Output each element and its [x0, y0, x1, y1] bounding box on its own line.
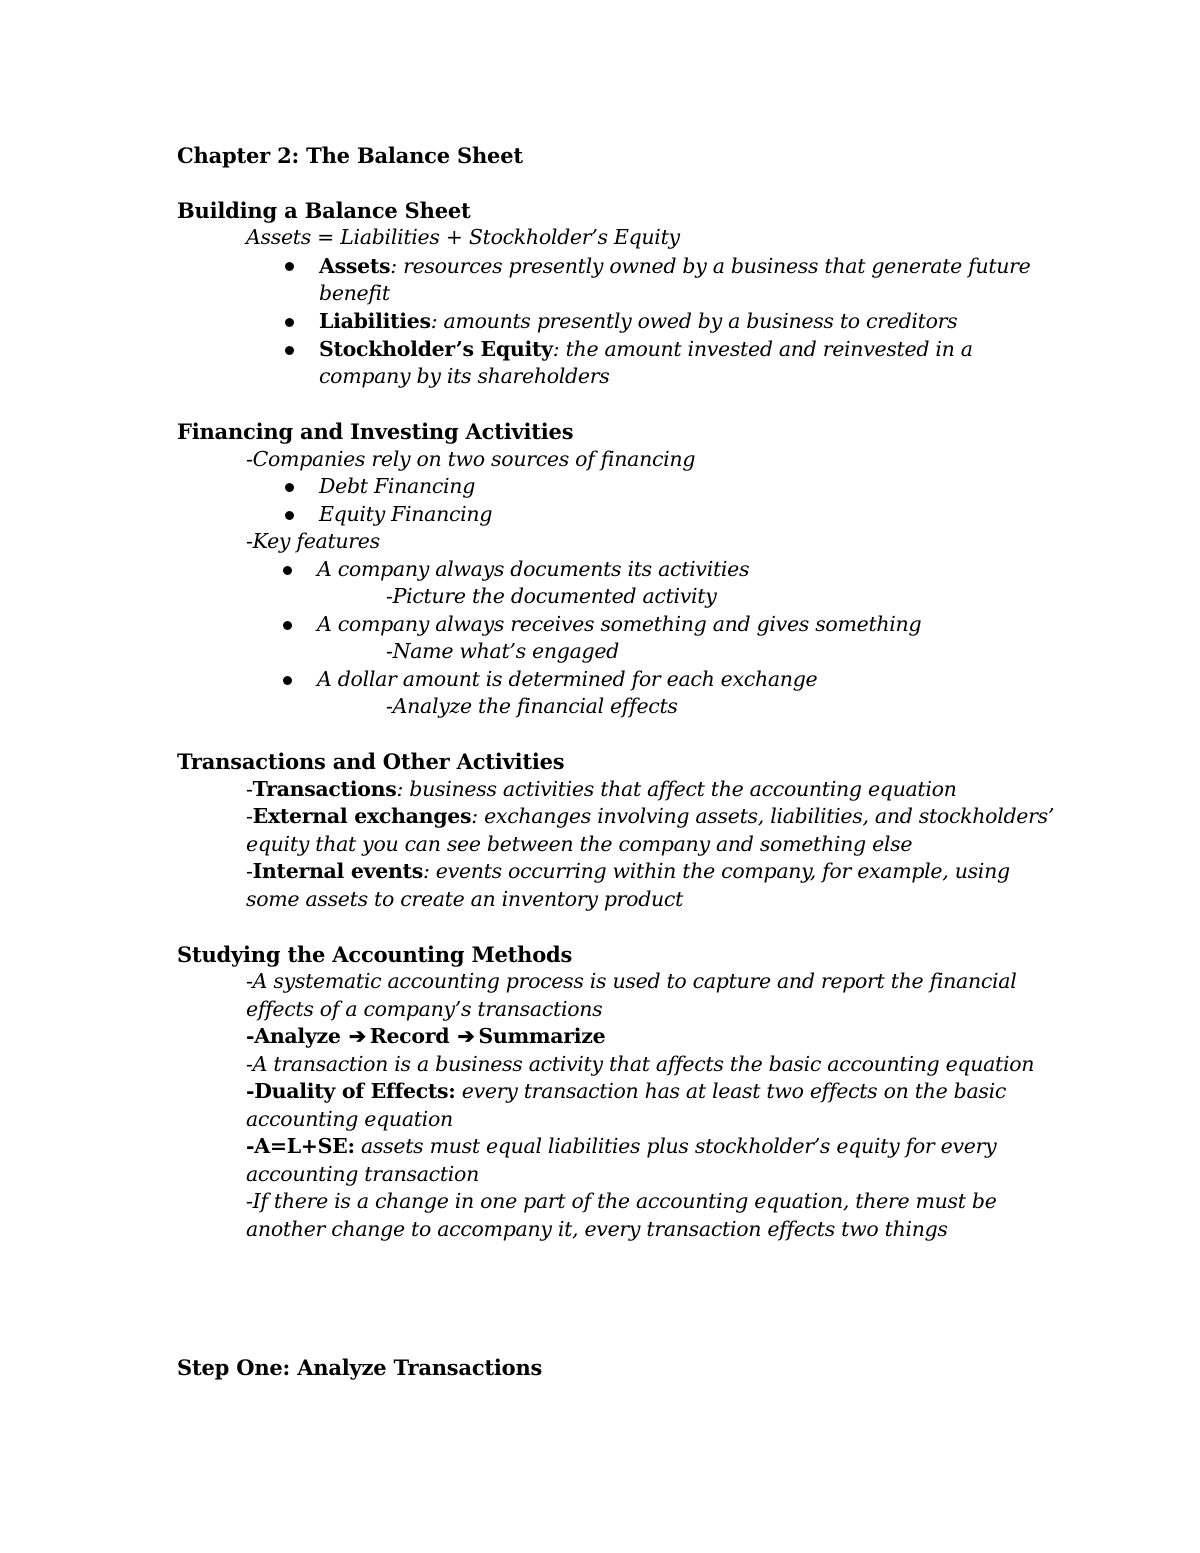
feature-dollar-amount-sub: -Analyze the financial effects — [386, 694, 678, 718]
bullet-icon — [285, 262, 294, 271]
term-assets: Assets — [319, 254, 391, 278]
external-exchanges-definition: -External exchanges: exchanges involving assets, liabilities, and stockholders’ — [246, 804, 1055, 828]
assets-definition — [319, 253, 1031, 280]
section-heading-transactions: Transactions and Other Activities — [177, 749, 565, 774]
bullet-icon — [283, 566, 292, 575]
equity-financing: Equity Financing — [319, 502, 493, 526]
liabilities-def-text: : amounts presently owed by a business to creditors — [430, 309, 958, 333]
term-external-exchanges: External exchanges — [252, 804, 472, 828]
term-stockholders-equity: Stockholder’s Equity — [319, 337, 553, 361]
debt-financing: Debt Financing — [319, 474, 476, 498]
process-steps — [246, 1023, 605, 1050]
term-duality-of-effects: -Duality of Effects: — [246, 1079, 456, 1103]
section-heading-methods: Studying the Accounting Methods — [177, 942, 573, 967]
assets-def-text: : resources presently owned by a business that generate future — [390, 254, 1031, 278]
bullet-icon — [285, 483, 294, 492]
feature-exchange-sub: -Name what’s engaged — [386, 639, 619, 663]
equity-def-text: : the amount invested and reinvested in a — [552, 337, 973, 361]
term-a-l-se: -A=L+SE: — [246, 1134, 355, 1158]
equity-definition — [319, 336, 973, 363]
bullet-icon — [285, 511, 294, 520]
feature-documents-sub: -Picture the documented activity — [386, 584, 717, 608]
step-analyze: -Analyze — [246, 1024, 341, 1048]
feature-documents: A company always documents its activities — [317, 557, 750, 581]
transactions-definition: -Transactions: business activities that affect the accounting equation — [246, 777, 957, 801]
step-summarize: Summarize — [478, 1024, 606, 1048]
financing-intro: -Companies rely on two sources of financing — [246, 447, 696, 471]
duality-continued: accounting equation — [246, 1107, 453, 1131]
feature-dollar-amount: A dollar amount is determined for each exchange — [317, 667, 818, 691]
methods-intro-continued: effects of a company’s transactions — [246, 997, 603, 1021]
change-note-continued: another change to accompany it, every transaction effects two things — [246, 1217, 948, 1241]
key-features-label: -Key features — [246, 529, 380, 553]
external-exchanges-continued: equity that you can see between the company and something else — [246, 832, 913, 856]
feature-exchange: A company always receives something and gives something — [317, 612, 922, 636]
liabilities-definition — [319, 308, 957, 335]
section-heading-building: Building a Balance Sheet — [177, 198, 471, 223]
transaction-definition: -A transaction is a business activity that affects the basic accounting equation — [246, 1052, 1035, 1076]
change-note: -If there is a change in one part of the accounting equation, there must be — [246, 1189, 997, 1213]
bullet-icon — [285, 346, 294, 355]
bullet-icon — [285, 318, 294, 327]
methods-intro: -A systematic accounting process is used to capture and report the financial — [246, 969, 1017, 993]
term-liabilities: Liabilities — [319, 309, 431, 333]
bullet-icon — [283, 676, 292, 685]
section-heading-step-one: Step One: Analyze Transactions — [177, 1355, 543, 1380]
chapter-title: Chapter 2: The Balance Sheet — [177, 143, 523, 168]
internal-events-continued: some assets to create an inventory product — [246, 887, 684, 911]
duality-definition: -Duality of Effects: every transaction has at least two effects on the basic — [246, 1079, 1007, 1103]
equity-def-continued: company by its shareholders — [319, 364, 610, 388]
section-heading-financing: Financing and Investing Activities — [177, 419, 574, 444]
ale-definition: -A=L+SE: assets must equal liabilities plus stockholder’s equity for every — [246, 1134, 997, 1158]
internal-events-definition: -Internal events: events occurring within the company, for example, using — [246, 859, 1010, 883]
ale-continued: accounting transaction — [246, 1162, 479, 1186]
step-record: Record — [369, 1024, 450, 1048]
right-arrow-icon: ➔ — [457, 1024, 475, 1048]
right-arrow-icon: ➔ — [348, 1024, 366, 1048]
term-transactions: Transactions — [252, 777, 397, 801]
term-internal-events: Internal events — [252, 859, 423, 883]
accounting-equation: Assets = Liabilities + Stockholder’s Equity — [246, 225, 680, 249]
assets-def-continued: benefit — [319, 281, 390, 305]
bullet-icon — [283, 621, 292, 630]
